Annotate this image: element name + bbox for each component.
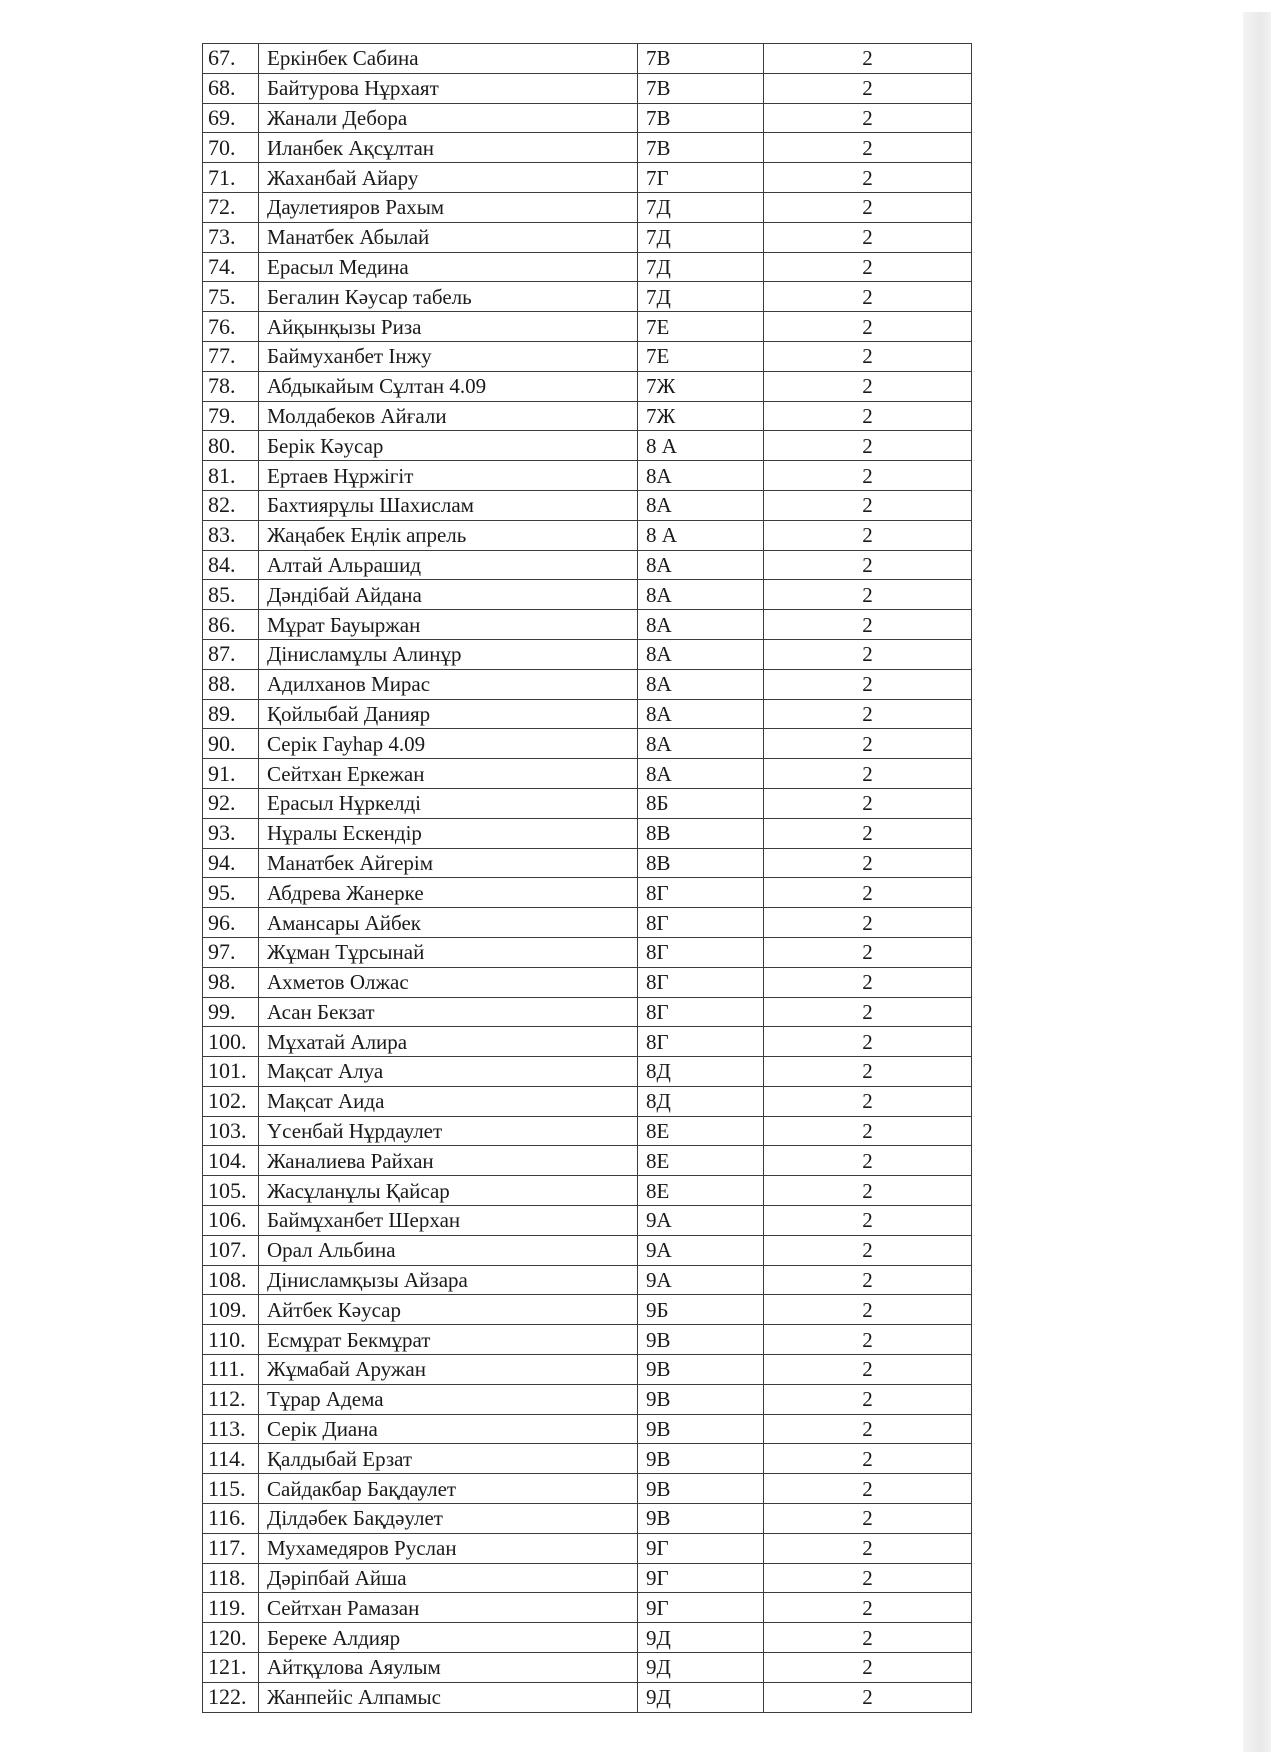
row-number: 73. [203,222,259,252]
row-number: 115. [203,1474,259,1504]
grade-value: 2 [764,341,972,371]
table-row [203,163,972,193]
row-number: 77. [203,341,259,371]
row-number: 88. [203,669,259,699]
student-name: Амансары Айбек [259,908,638,938]
class-label: 8А [638,580,764,610]
grade-value: 2 [764,1116,972,1146]
grade-value: 2 [764,1593,972,1623]
table-row [203,431,972,461]
student-name: Серік Диана [259,1414,638,1444]
student-name: Айтқұлова Аяулым [259,1653,638,1683]
row-number: 91. [203,759,259,789]
table-row [203,788,972,818]
class-label: 9Г [638,1533,764,1563]
student-name: Сейтхан Еркежан [259,759,638,789]
table-row [203,759,972,789]
table-row [203,1176,972,1206]
row-number: 104. [203,1146,259,1176]
grade-value: 2 [764,1474,972,1504]
row-number: 119. [203,1593,259,1623]
table-row [203,580,972,610]
grade-value: 2 [764,997,972,1027]
table-row [203,192,972,222]
class-label: 8А [638,550,764,580]
class-label: 9Г [638,1593,764,1623]
row-number: 71. [203,163,259,193]
class-label: 9В [638,1355,764,1385]
table-row [203,1623,972,1653]
table-row [203,848,972,878]
class-label: 9В [638,1414,764,1444]
row-number: 122. [203,1682,259,1712]
row-number: 82. [203,490,259,520]
grade-value: 2 [764,252,972,282]
table-row [203,937,972,967]
table-row [203,729,972,759]
row-number: 106. [203,1206,259,1236]
grade-value: 2 [764,1057,972,1087]
table-row [203,878,972,908]
class-label: 8Г [638,908,764,938]
grade-value: 2 [764,1086,972,1116]
row-number: 67. [203,44,259,74]
scan-edge-shadow [1243,12,1271,1752]
class-label: 8Е [638,1146,764,1176]
table-row [203,1146,972,1176]
class-label: 9В [638,1325,764,1355]
grade-value: 2 [764,699,972,729]
table-row [203,997,972,1027]
class-label: 9А [638,1235,764,1265]
class-label: 7Д [638,252,764,282]
student-name: Жасұланұлы Қайсар [259,1176,638,1206]
student-name: Дәріпбай Айша [259,1563,638,1593]
grade-value: 2 [764,729,972,759]
student-name: Тұрар Адема [259,1384,638,1414]
table-row [203,133,972,163]
class-label: 8Е [638,1176,764,1206]
row-number: 93. [203,818,259,848]
table-row [203,222,972,252]
table-row [203,1116,972,1146]
class-label: 8Д [638,1057,764,1087]
grade-value: 2 [764,1235,972,1265]
row-number: 111. [203,1355,259,1385]
student-name: Баймуханбет Інжу [259,341,638,371]
table-row [203,1206,972,1236]
student-name: Айтбек Кәусар [259,1295,638,1325]
class-label: 8В [638,818,764,848]
class-label: 9В [638,1504,764,1534]
class-label: 9В [638,1474,764,1504]
table-row [203,371,972,401]
table-row [203,520,972,550]
table-row [203,1265,972,1295]
table-row [203,282,972,312]
grade-value: 2 [764,967,972,997]
student-name: Дінисламұлы Алинұр [259,639,638,669]
row-number: 110. [203,1325,259,1355]
student-name: Адилханов Мирас [259,669,638,699]
student-name: Ерасыл Нұркелді [259,788,638,818]
row-number: 68. [203,73,259,103]
student-name: Манатбек Абылай [259,222,638,252]
student-name: Бегалин Кәусар табель [259,282,638,312]
row-number: 70. [203,133,259,163]
class-label: 7В [638,44,764,74]
grade-value: 2 [764,610,972,640]
row-number: 116. [203,1504,259,1534]
row-number: 107. [203,1235,259,1265]
student-name: Айқынқызы Риза [259,312,638,342]
grade-value: 2 [764,669,972,699]
grade-value: 2 [764,550,972,580]
row-number: 84. [203,550,259,580]
grade-value: 2 [764,192,972,222]
student-name: Дәндібай Айдана [259,580,638,610]
grade-value: 2 [764,461,972,491]
class-label: 8В [638,848,764,878]
table-row [203,490,972,520]
grade-value: 2 [764,1355,972,1385]
student-name: Жұман Тұрсынай [259,937,638,967]
grade-value: 2 [764,73,972,103]
row-number: 100. [203,1027,259,1057]
class-label: 8Г [638,1027,764,1057]
table-row [203,401,972,431]
student-name: Есмұрат Бекмұрат [259,1325,638,1355]
student-name: Сайдакбар Бақдаулет [259,1474,638,1504]
class-label: 8 А [638,520,764,550]
row-number: 94. [203,848,259,878]
row-number: 76. [203,312,259,342]
class-label: 7Ж [638,371,764,401]
student-name: Ахметов Олжас [259,967,638,997]
class-label: 9Б [638,1295,764,1325]
grade-value: 2 [764,1206,972,1236]
row-number: 101. [203,1057,259,1087]
row-number: 97. [203,937,259,967]
class-label: 7Е [638,341,764,371]
row-number: 75. [203,282,259,312]
table-row [203,550,972,580]
grade-value: 2 [764,1504,972,1534]
student-name: Орал Альбина [259,1235,638,1265]
class-label: 7В [638,103,764,133]
grade-value: 2 [764,371,972,401]
student-name: Мұхатай Алира [259,1027,638,1057]
row-number: 92. [203,788,259,818]
table-row [203,1027,972,1057]
class-label: 8А [638,490,764,520]
grade-value: 2 [764,282,972,312]
grade-value: 2 [764,908,972,938]
table-row [203,73,972,103]
class-label: 9Д [638,1653,764,1683]
class-label: 8А [638,699,764,729]
student-name: Алтай Альрашид [259,550,638,580]
table-row [203,1444,972,1474]
table-row [203,252,972,282]
student-name: Асан Бекзат [259,997,638,1027]
grade-value: 2 [764,759,972,789]
row-number: 95. [203,878,259,908]
grade-value: 2 [764,1146,972,1176]
student-roster-table [202,43,972,1713]
class-label: 9Д [638,1623,764,1653]
grade-value: 2 [764,1265,972,1295]
class-label: 9Д [638,1682,764,1712]
student-name: Ерасыл Медина [259,252,638,282]
class-label: 8А [638,669,764,699]
table-row [203,699,972,729]
grade-value: 2 [764,580,972,610]
class-label: 9А [638,1206,764,1236]
row-number: 90. [203,729,259,759]
student-name: Иланбек Ақсұлтан [259,133,638,163]
student-name: Молдабеков Айғали [259,401,638,431]
row-number: 69. [203,103,259,133]
roster-body [203,44,972,1713]
student-name: Жаханбай Айару [259,163,638,193]
grade-value: 2 [764,1623,972,1653]
grade-value: 2 [764,133,972,163]
grade-value: 2 [764,520,972,550]
row-number: 109. [203,1295,259,1325]
row-number: 117. [203,1533,259,1563]
table-row [203,461,972,491]
row-number: 74. [203,252,259,282]
row-number: 85. [203,580,259,610]
grade-value: 2 [764,222,972,252]
student-name: Жаңабек Еңлік апрель [259,520,638,550]
class-label: 9В [638,1444,764,1474]
table-row [203,1325,972,1355]
student-name: Қойлыбай Данияр [259,699,638,729]
student-name: Манатбек Айгерім [259,848,638,878]
row-number: 112. [203,1384,259,1414]
grade-value: 2 [764,401,972,431]
row-number: 118. [203,1563,259,1593]
class-label: 7Д [638,222,764,252]
class-label: 8Б [638,788,764,818]
student-name: Жанпейіс Алпамыс [259,1682,638,1712]
class-label: 8Е [638,1116,764,1146]
table-row [203,1235,972,1265]
table-row [203,1533,972,1563]
row-number: 105. [203,1176,259,1206]
student-name: Дінисламқызы Айзара [259,1265,638,1295]
grade-value: 2 [764,878,972,908]
row-number: 89. [203,699,259,729]
student-name: Жаналиева Райхан [259,1146,638,1176]
grade-value: 2 [764,1533,972,1563]
table-row [203,1504,972,1534]
student-name: Даулетияров Рахым [259,192,638,222]
class-label: 8А [638,461,764,491]
row-number: 103. [203,1116,259,1146]
grade-value: 2 [764,1414,972,1444]
row-number: 114. [203,1444,259,1474]
grade-value: 2 [764,490,972,520]
grade-value: 2 [764,1682,972,1712]
table-row [203,639,972,669]
student-name: Жанали Дебора [259,103,638,133]
table-row [203,1057,972,1087]
table-row [203,1563,972,1593]
table-row [203,1414,972,1444]
class-label: 7Д [638,192,764,222]
row-number: 83. [203,520,259,550]
grade-value: 2 [764,639,972,669]
student-name: Бахтиярұлы Шахислам [259,490,638,520]
row-number: 72. [203,192,259,222]
student-name: Қалдыбай Ерзат [259,1444,638,1474]
row-number: 87. [203,639,259,669]
table-row [203,967,972,997]
student-name: Ертаев Нұржігіт [259,461,638,491]
row-number: 102. [203,1086,259,1116]
row-number: 96. [203,908,259,938]
class-label: 7В [638,133,764,163]
table-row [203,103,972,133]
class-label: 8А [638,639,764,669]
class-label: 8Г [638,967,764,997]
grade-value: 2 [764,163,972,193]
class-label: 8 А [638,431,764,461]
grade-value: 2 [764,848,972,878]
student-name: Абдрева Жанерке [259,878,638,908]
class-label: 7Г [638,163,764,193]
row-number: 120. [203,1623,259,1653]
table-row [203,1593,972,1623]
row-number: 79. [203,401,259,431]
class-label: 7В [638,73,764,103]
grade-value: 2 [764,788,972,818]
grade-value: 2 [764,431,972,461]
class-label: 9В [638,1384,764,1414]
row-number: 99. [203,997,259,1027]
class-label: 9Г [638,1563,764,1593]
table-row [203,610,972,640]
class-label: 8А [638,729,764,759]
table-row [203,1682,972,1712]
grade-value: 2 [764,937,972,967]
class-label: 8Д [638,1086,764,1116]
student-name: Серік Гауһар 4.09 [259,729,638,759]
student-name: Сейтхан Рамазан [259,1593,638,1623]
row-number: 78. [203,371,259,401]
student-name: Берік Кәусар [259,431,638,461]
student-name: Жұмабай Аружан [259,1355,638,1385]
student-name: Мухамедяров Руслан [259,1533,638,1563]
table-row [203,908,972,938]
student-name: Нұралы Ескендір [259,818,638,848]
student-name: Байтурова Нұрхаят [259,73,638,103]
grade-value: 2 [764,1325,972,1355]
class-label: 8Г [638,937,764,967]
table-row [203,1355,972,1385]
row-number: 98. [203,967,259,997]
table-row [203,669,972,699]
grade-value: 2 [764,818,972,848]
student-name: Береке Алдияр [259,1623,638,1653]
grade-value: 2 [764,1027,972,1057]
table-row [203,1295,972,1325]
row-number: 80. [203,431,259,461]
class-label: 8А [638,759,764,789]
grade-value: 2 [764,44,972,74]
class-label: 8А [638,610,764,640]
row-number: 121. [203,1653,259,1683]
class-label: 8Г [638,878,764,908]
table-row [203,818,972,848]
table-row [203,1474,972,1504]
grade-value: 2 [764,1444,972,1474]
student-name: Абдыкайым Сұлтан 4.09 [259,371,638,401]
grade-value: 2 [764,1563,972,1593]
student-name: Мақсат Алуа [259,1057,638,1087]
student-name: Мұрат Бауыржан [259,610,638,640]
row-number: 113. [203,1414,259,1444]
grade-value: 2 [764,1384,972,1414]
class-label: 7Ж [638,401,764,431]
table-row [203,341,972,371]
table-row [203,1086,972,1116]
student-name: Ділдәбек Бақдәулет [259,1504,638,1534]
table-row [203,1653,972,1683]
student-name: Мақсат Аида [259,1086,638,1116]
table-row [203,1384,972,1414]
class-label: 7Д [638,282,764,312]
grade-value: 2 [764,1653,972,1683]
row-number: 108. [203,1265,259,1295]
student-name: Еркінбек Сабина [259,44,638,74]
student-name: Үсенбай Нұрдаулет [259,1116,638,1146]
student-name: Баймұханбет Шерхан [259,1206,638,1236]
class-label: 7Е [638,312,764,342]
grade-value: 2 [764,312,972,342]
grade-value: 2 [764,103,972,133]
row-number: 86. [203,610,259,640]
table-row [203,312,972,342]
grade-value: 2 [764,1295,972,1325]
table-row [203,44,972,74]
row-number: 81. [203,461,259,491]
class-label: 9А [638,1265,764,1295]
class-label: 8Г [638,997,764,1027]
grade-value: 2 [764,1176,972,1206]
